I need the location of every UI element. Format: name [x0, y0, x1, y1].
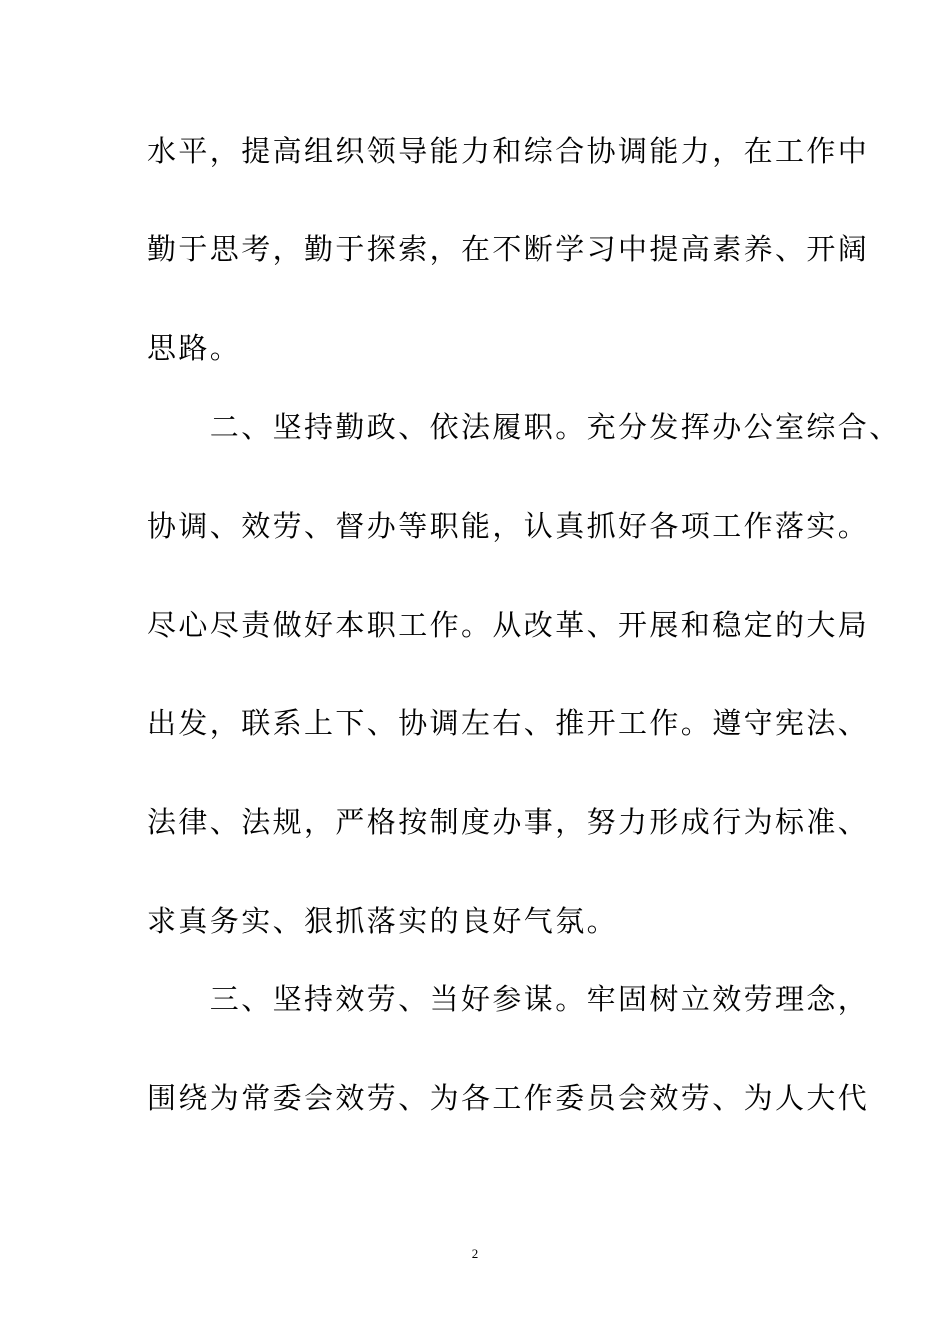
- text-line-4: 二、坚持勤政、依法履职。充分发挥办公室综合、: [147, 410, 901, 444]
- text-line-9: 求真务实、狠抓落实的良好气氛。: [147, 904, 619, 938]
- text-line-6: 尽心尽责做好本职工作。从改革、开展和稳定的大局: [147, 608, 870, 642]
- text-line-7: 出发，联系上下、协调左右、推开工作。遵守宪法、: [147, 706, 870, 740]
- text-line-11: 围绕为常委会效劳、为各工作委员会效劳、为人大代: [147, 1081, 870, 1115]
- text-line-3: 思路。: [147, 331, 242, 365]
- page-number: 2: [471, 1246, 479, 1261]
- text-line-2: 勤于思考，勤于探索，在不断学习中提高素养、开阔: [147, 232, 870, 266]
- text-line-1: 水平，提高组织领导能力和综合协调能力，在工作中: [147, 134, 870, 168]
- text-line-10: 三、坚持效劳、当好参谋。牢固树立效劳理念，: [147, 982, 870, 1016]
- text-line-5: 协调、效劳、督办等职能，认真抓好各项工作落实。: [147, 509, 870, 543]
- text-line-8: 法律、法规，严格按制度办事，努力形成行为标准、: [147, 805, 870, 839]
